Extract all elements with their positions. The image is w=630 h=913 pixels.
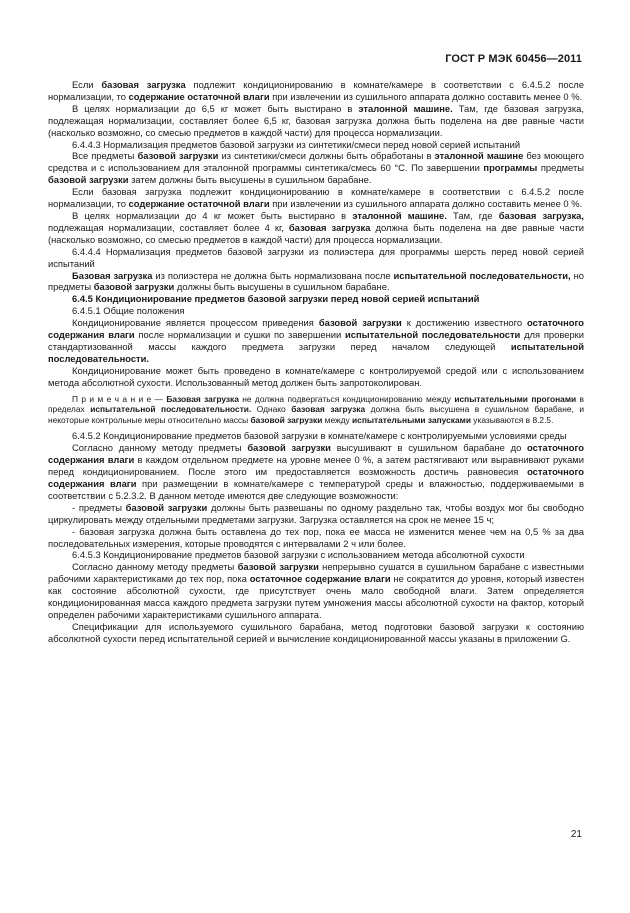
text-run: указываются в 8.2.5. xyxy=(470,414,554,425)
text-run: 6.4.5.1 Общие положения xyxy=(72,305,185,317)
text-run: высушивают в сушильном барабане до xyxy=(330,442,528,454)
text-run: В целях нормализации до 4 кг может быть выстирано в xyxy=(72,209,353,221)
bold-term: содержание остаточной влаги xyxy=(128,90,270,102)
bold-term: испытательной последовательности. xyxy=(90,404,252,415)
bold-term: остаточного содержания влаги xyxy=(48,466,584,489)
bold-term: базовая загрузка xyxy=(101,79,186,90)
body-paragraph xyxy=(48,317,584,365)
text-run: 6.4.4.3 Нормализация предметов базовой загрузки из синтетики/смеси перед новой серией испытаний xyxy=(72,138,521,150)
note-paragraph xyxy=(48,394,584,426)
bold-term: базовая загрузка xyxy=(288,221,371,233)
body-paragraph xyxy=(48,79,584,103)
body-paragraph xyxy=(48,186,584,210)
bold-term: остаточное содержание влаги xyxy=(249,573,391,585)
bold-term: базовой загрузки xyxy=(318,317,402,329)
bold-term: Базовая загрузка xyxy=(72,269,153,281)
text-run: предметы xyxy=(537,162,584,174)
text-run: из синтетики/смеси должны быть обработаны в xyxy=(218,150,435,162)
text-run: к достижению известного xyxy=(401,317,528,329)
text-run: при извлечении из сушильного аппарата должно составить менее 0 %. xyxy=(269,198,583,210)
text-run: в пределах xyxy=(48,393,585,415)
bold-term: испытательными прогонами xyxy=(454,393,577,404)
text-run: - предметы xyxy=(72,501,126,513)
body-paragraph xyxy=(48,293,584,305)
text-run: Спецификации для используемого сушильного барабана, метод подготовки базовой загрузки к состоянию абсолютной сухости перед испытательной серией и вычисление кондиционированной массы указаны в приложении G. xyxy=(48,620,584,644)
body-paragraph xyxy=(48,430,584,442)
document-body xyxy=(48,79,584,645)
text-run: Если базовая загрузка подлежит кондиционированию в комнате/камере в соответствии с 6.4.5.2 после нормализации, то xyxy=(48,186,584,210)
text-run: 6.4.5.3 Кондиционирование предметов базовой загрузки с использованием метода абсолютной сухости xyxy=(72,549,525,561)
text-run: из полиэстера не должна быть нормализована после xyxy=(152,269,394,281)
bold-term: испытательной последовательности xyxy=(345,329,521,341)
text-run: непрерывно сушатся в сушильном барабане с известными рабочими характеристиками до тех пор, пока xyxy=(48,561,584,585)
text-run: Все предметы xyxy=(72,150,138,162)
text-run: Согласно данному методу предметы xyxy=(72,442,248,454)
body-paragraph xyxy=(48,502,584,526)
bold-term: базовая загрузка, xyxy=(498,209,584,221)
text-run: но предметы xyxy=(48,269,584,293)
body-paragraph xyxy=(48,621,584,645)
text-run: не должна подвергаться кондиционированию между xyxy=(238,393,455,404)
body-paragraph xyxy=(48,365,584,389)
bold-term: базовой загрузки xyxy=(137,150,219,162)
bold-term: содержание остаточной влаги xyxy=(128,198,270,210)
text-run: должна быть поделена на две равные части (насколько возможно, со смесью предметов в каждой части) для процесса нормализации. xyxy=(48,221,584,245)
bold-term: эталонной машине xyxy=(434,150,524,162)
page-number: 21 xyxy=(570,829,582,840)
text-run: после нормализации и сушки по завершении xyxy=(134,329,345,341)
text-run: В целях нормализации до 6,5 кг может быть выстирано в xyxy=(72,102,359,114)
bold-term: эталонной машине. xyxy=(352,209,447,221)
bold-term: испытательной последовательности, xyxy=(393,269,571,281)
body-paragraph xyxy=(48,442,584,502)
text-run: Кондиционирование является процессом приведения xyxy=(72,317,319,329)
body-paragraph xyxy=(48,139,584,151)
text-run: Там, где xyxy=(446,209,499,221)
bold-term: базовой загрузки xyxy=(48,174,129,186)
bold-term: Базовая загрузка xyxy=(166,393,239,404)
text-run: Согласно данному методу предметы xyxy=(72,561,238,573)
body-paragraph xyxy=(48,305,584,317)
body-paragraph xyxy=(48,526,584,550)
text-run: подлежащая нормализации, составляет более 4 кг, xyxy=(48,221,289,233)
standard-designation: ГОСТ Р МЭК 60456—2011 xyxy=(445,53,582,65)
text-run: Кондиционирование может быть проведено в комнате/камере с контролируемой средой или с использованием метода абсолютной сухости. Использованный метод должен быть запротоколирован. xyxy=(48,364,584,388)
body-paragraph xyxy=(48,210,584,246)
bold-term: остаточного содержания влаги xyxy=(48,442,584,466)
bold-term: базовой загрузки xyxy=(237,561,319,573)
body-paragraph xyxy=(48,270,584,294)
bold-term: базовой загрузки xyxy=(247,442,331,454)
text-run: затем должны быть высушены в сушильном барабане. xyxy=(128,174,372,186)
text-run: между xyxy=(322,414,353,425)
text-run: Там, где базовая загрузка, подлежащая нормализации, составляет более 6,5 кг, базовая загрузка должна быть поделена на две равные части (насколько возможно, со смесью предметов в каждой части) для процесса нормализации. xyxy=(48,102,584,138)
text-run: Однако xyxy=(251,404,292,415)
bold-term: базовой загрузки xyxy=(125,501,208,513)
bold-term: 6.4.5 Кондиционирование предметов базовой загрузки перед новой серией испытаний xyxy=(72,293,480,305)
text-run: 6.4.4.4 Нормализация предметов базовой загрузки из полиэстера для программы шерсть перед новой серией испытаний xyxy=(48,245,584,269)
body-paragraph xyxy=(48,561,584,621)
bold-term: базовая загрузка xyxy=(291,404,366,415)
text-run: при извлечении из сушильного аппарата должно составить менее 0 %. xyxy=(269,90,583,102)
bold-term: остаточного содержания влаги xyxy=(48,317,584,341)
body-paragraph xyxy=(48,103,584,139)
bold-term: испытательными запусками xyxy=(352,414,471,425)
bold-term: базовой загрузки xyxy=(93,281,175,293)
body-paragraph xyxy=(48,246,584,270)
text-run: без моющего средства и с использованием для эталонной программы синтетика/смесь 60 °С. По завершении xyxy=(48,150,584,174)
bold-term: базовой загрузки xyxy=(250,414,323,425)
bold-term: программы xyxy=(483,162,538,174)
bold-term: испытательной последовательности. xyxy=(48,340,584,364)
body-paragraph xyxy=(48,150,584,186)
text-run: подлежит кондиционированию в комнате/камере в соответствии с 6.4.5.2 после нормализации, то xyxy=(48,79,584,102)
text-run: должна быть высушена в сушильном барабане, и некоторые контрольные меры относительно массы xyxy=(48,404,584,425)
text-run: - базовая загрузка должна быть оставлена до тех пор, пока ее масса не изменится менее чем на 0,5 % за два последовательных измерения, которые проводятся с интервалами 2 ч или более. xyxy=(48,525,584,549)
text-run: Если xyxy=(72,79,102,90)
text-run: для проверки стандартизованной массы каждого предмета загрузки перед началом следующей xyxy=(48,329,585,352)
body-paragraph xyxy=(48,549,584,561)
text-run: 6.4.5.2 Кондиционирование предметов базовой загрузки в комнате/камере с контролируемыми условиями среды xyxy=(72,430,567,442)
text-run: не сократится до уровня, который известен как состояние абсолютной сухости, где присутствует очень мало свободной влаги. Затем определяется кондиционированная масса каждого предмета загрузки путем умножения массы абсолютной сухости на фактор, который определен рабочими характеристиками сушильного аппарата. xyxy=(48,573,585,620)
text-run: должны быть развешаны по одному раздельно так, чтобы воздух мог бы свободно циркулировать между отдельными предметами загрузки. Загрузка оставляется на срок не менее 15 ч; xyxy=(48,501,584,525)
text-run: в каждом отдельном предмете на уровне менее 0 %, а затем растягивают или выравнивают руками перед кондиционированием. После этого им предоставляется возможность достичь равновесия xyxy=(48,454,584,478)
text-run: при размещении в комнате/камере с температурой среды и влажностью, поддерживаемыми в соответствии с 5.2.3.2. В данном методе имеются две следующие возможности: xyxy=(48,477,584,501)
bold-term: эталонной машине. xyxy=(358,102,453,114)
text-run: должны быть высушены в сушильном барабане. xyxy=(174,281,390,293)
text-run: П р и м е ч а н и е — xyxy=(72,393,167,404)
